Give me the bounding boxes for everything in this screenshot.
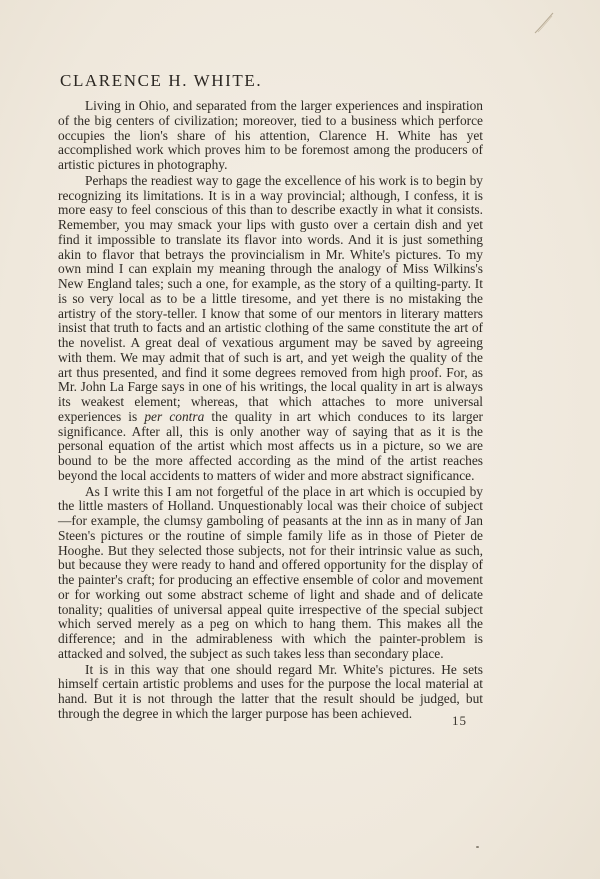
paragraph-2-text-end: the quality in art which conduces to its larger significance. After all, this is only another way of saying that as it is the personal equation of the artist which most affects us in a picture, so we are bound to be the more affected according as the mind of the artist reaches beyond the local accidents to matters of wider and more abstract significance. (58, 408, 483, 483)
pencil-mark-icon (532, 10, 556, 36)
paragraph-4-text: It is in this way that one should regard Mr. White's pictures. He sets himself certain artistic problems and uses for the purpose the local material at hand. But it is not through the latter that the result should be judged, but through the degree in which the larger purpose has been achieved. (58, 661, 483, 721)
paragraph-1-text: Living in Ohio, and separated from the larger experiences and inspiration of the big centers of civilization; moreover, tied to a business which perforce occupies the lion's share of his attention, Clarence H. White has yet accomplished work which proves him to be foremost among the producers of artistic pictures in photography. (58, 98, 483, 172)
article-body (58, 99, 483, 722)
paragraph-1 (58, 99, 483, 173)
paragraph-3 (58, 485, 483, 662)
paragraph-2-italic-phrase: per contra (144, 408, 205, 424)
paper-speck (476, 846, 479, 848)
page-title: CLARENCE H. WHITE. (60, 71, 263, 90)
page-number: 15 (452, 713, 467, 728)
paragraph-2-text-start: Perhaps the readiest way to gage the excellence of his work is to begin by recognizing its limitations. It is in a way provincial; although, I confess, it is more easy to feel conscious of this than to describe exactly in what it consists. Remember, you may smack your lips with gusto over a certain dish and yet find it impossible to translate its flavor into words. And it is just something akin to flavor that betrays the provincialism in Mr. White's pictures. To my own mind I can explain my meaning through the analogy of Miss Wilkins's New England tales; such a one, for example, as the story of a quilting-party. It is so very local as to be a little tiresome, and yet there is no mistaking the artistry of the story-teller. I know that some of our mentors in literary matters insist that truth to facts and an artistic clothing of the same constitute the art of the novelist. A great deal of vexatious argument may be saved by agreeing with them. We may admit that of such is art, and yet weigh the quality of the art thus presented, and find it some degrees removed from high proof. For, as Mr. John La Farge says in one of his writings, the local quality in art is always its weakest element; whereas, that which attaches to more universal experiences is (58, 172, 483, 424)
paragraph-2 (58, 174, 483, 484)
paragraph-3-text: As I write this I am not forgetful of the place in art which is occupied by the little masters of Holland. Unquestionably local was their choice of subject—for example, the clumsy gamboling of peasants at the inn as in many of Jan Steen's pictures or the routine of simple family life as in those of Pieter de Hooghe. But they selected those subjects, not for their intrinsic value as such, but because they were ready to hand and offered opportunity for the display of the painter's craft; for producing an effective ensemble of color and movement or for working out some abstract scheme of light and shade and of delicate tonality; qualities of universal appeal quite irrespective of the special subject which served merely as a peg on which to hang them. This makes all the difference; and in the admirableness with which the painter-problem is attacked and solved, the subject as such takes less than secondary place. (58, 483, 483, 661)
paragraph-4 (58, 663, 483, 722)
